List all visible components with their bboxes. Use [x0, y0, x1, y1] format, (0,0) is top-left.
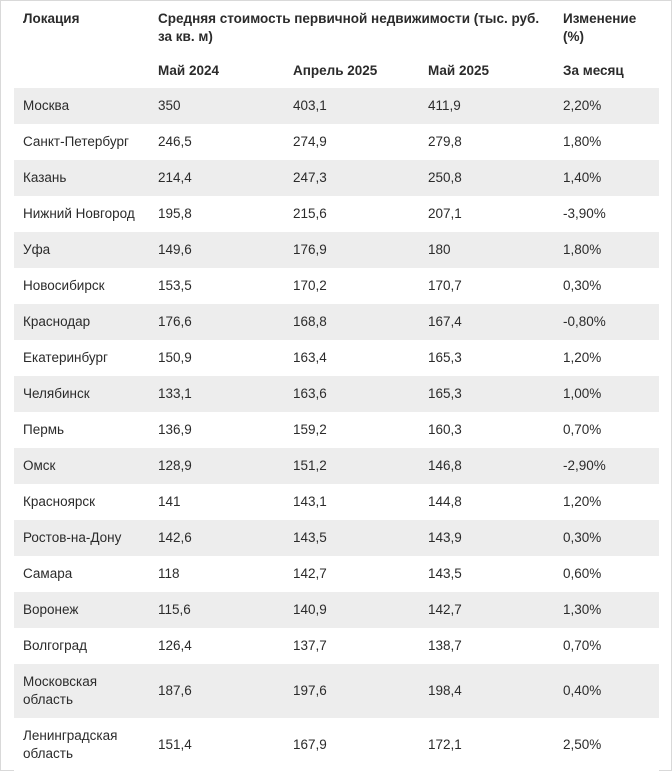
cell-may-2024: 195,8: [158, 206, 192, 221]
cell-city: Волгоград: [23, 638, 88, 653]
table-row: [14, 304, 659, 340]
cell-may-2025: 146,8: [428, 458, 462, 473]
cell-change: 1,30%: [563, 602, 602, 617]
table-row: [14, 484, 659, 520]
cell-city: Челябинск: [23, 386, 90, 401]
cell-change: 0,30%: [563, 530, 602, 545]
cell-apr-2025: 143,1: [293, 494, 327, 509]
header-row-1: [14, 6, 659, 54]
table-row: [14, 448, 659, 484]
table-row: [14, 88, 659, 124]
cell-may-2025: 180: [428, 242, 451, 257]
cell-city: Санкт-Петербург: [23, 134, 129, 149]
cell-may-2025: 170,7: [428, 278, 462, 293]
cell-may-2025: 165,3: [428, 350, 462, 365]
cell-city: Омск: [23, 458, 56, 473]
header-price-group: Средняя стоимость первичной недвижимости (тыс. руб. за кв. м): [158, 11, 540, 44]
header-change-group: Изменение (%): [563, 11, 637, 44]
cell-may-2024: 142,6: [158, 530, 192, 545]
cell-may-2024: 214,4: [158, 170, 192, 185]
header-location: Локация: [23, 11, 80, 26]
cell-apr-2025: 176,9: [293, 242, 327, 257]
table-row: [14, 196, 659, 232]
cell-may-2025: 167,4: [428, 314, 462, 329]
cell-may-2024: 128,9: [158, 458, 192, 473]
table-row: [14, 628, 659, 664]
cell-city: Новосибирск: [23, 278, 105, 293]
cell-apr-2025: 140,9: [293, 602, 327, 617]
cell-change: 2,20%: [563, 98, 602, 113]
cell-apr-2025: 163,6: [293, 386, 327, 401]
cell-apr-2025: 142,7: [293, 566, 327, 581]
cell-city: Московская область: [23, 674, 98, 707]
cell-city: Краснодар: [23, 314, 91, 329]
cell-change: -2,90%: [563, 458, 606, 473]
table-row: [14, 340, 659, 376]
cell-may-2025: 144,8: [428, 494, 462, 509]
cell-apr-2025: 215,6: [293, 206, 327, 221]
table-row: [14, 232, 659, 268]
cell-may-2024: 350: [158, 98, 181, 113]
table-row: [14, 556, 659, 592]
header-may-2024: Май 2024: [158, 63, 220, 78]
cell-city: Красноярск: [23, 494, 96, 509]
cell-may-2025: 138,7: [428, 638, 462, 653]
cell-apr-2025: 167,9: [293, 737, 327, 752]
cell-may-2024: 133,1: [158, 386, 192, 401]
table-header: [14, 6, 659, 88]
cell-city: Нижний Новгород: [23, 206, 135, 221]
cell-may-2025: 207,1: [428, 206, 462, 221]
cell-may-2024: 126,4: [158, 638, 192, 653]
cell-city: Ленинградская область: [23, 728, 118, 761]
cell-may-2025: 142,7: [428, 602, 462, 617]
table-row: [14, 160, 659, 196]
cell-city: Самара: [23, 566, 73, 581]
cell-apr-2025: 247,3: [293, 170, 327, 185]
cell-change: 1,20%: [563, 350, 602, 365]
cell-change: 1,40%: [563, 170, 602, 185]
table-row: [14, 664, 659, 718]
cell-may-2024: 153,5: [158, 278, 192, 293]
price-table: [14, 6, 659, 772]
cell-apr-2025: 143,5: [293, 530, 327, 545]
cell-may-2024: 187,6: [158, 683, 192, 698]
cell-may-2024: 136,9: [158, 422, 192, 437]
header-apr-2025: Апрель 2025: [293, 63, 378, 78]
cell-may-2025: 165,3: [428, 386, 462, 401]
cell-apr-2025: 163,4: [293, 350, 327, 365]
cell-apr-2025: 197,6: [293, 683, 327, 698]
cell-may-2024: 141: [158, 494, 181, 509]
cell-apr-2025: 137,7: [293, 638, 327, 653]
cell-change: 0,40%: [563, 683, 602, 698]
cell-change: 1,80%: [563, 242, 602, 257]
cell-apr-2025: 170,2: [293, 278, 327, 293]
cell-may-2025: 143,5: [428, 566, 462, 581]
cell-change: 0,70%: [563, 638, 602, 653]
cell-may-2024: 176,6: [158, 314, 192, 329]
header-may-2025: Май 2025: [428, 63, 490, 78]
cell-city: Уфа: [23, 242, 51, 257]
cell-apr-2025: 151,2: [293, 458, 327, 473]
cell-city: Ростов-на-Дону: [23, 530, 122, 545]
table-row: [14, 718, 659, 772]
table-body: [14, 88, 659, 772]
cell-city: Воронеж: [23, 602, 79, 617]
cell-city: Казань: [23, 170, 67, 185]
cell-city: Екатеринбург: [23, 350, 108, 365]
cell-city: Пермь: [23, 422, 65, 437]
cell-city: Москва: [23, 98, 70, 113]
cell-may-2025: 160,3: [428, 422, 462, 437]
cell-change: 1,00%: [563, 386, 602, 401]
cell-change: 0,70%: [563, 422, 602, 437]
cell-may-2024: 149,6: [158, 242, 192, 257]
cell-may-2024: 115,6: [158, 602, 191, 617]
cell-change: 0,60%: [563, 566, 602, 581]
cell-apr-2025: 159,2: [293, 422, 327, 437]
cell-may-2024: 118: [158, 566, 180, 581]
header-empty: [14, 54, 149, 88]
cell-apr-2025: 168,8: [293, 314, 327, 329]
cell-may-2025: 411,9: [428, 98, 461, 113]
cell-may-2025: 198,4: [428, 683, 462, 698]
cell-may-2025: 172,1: [428, 737, 462, 752]
table-row: [14, 376, 659, 412]
cell-change: 1,20%: [563, 494, 602, 509]
header-row-2: [14, 54, 659, 88]
cell-may-2025: 143,9: [428, 530, 462, 545]
cell-may-2024: 150,9: [158, 350, 192, 365]
cell-change: 0,30%: [563, 278, 602, 293]
cell-may-2025: 279,8: [428, 134, 462, 149]
cell-change: -3,90%: [563, 206, 606, 221]
table-row: [14, 520, 659, 556]
table-row: [14, 268, 659, 304]
cell-apr-2025: 403,1: [293, 98, 327, 113]
cell-change: 2,50%: [563, 737, 602, 752]
cell-may-2024: 151,4: [158, 737, 192, 752]
cell-apr-2025: 274,9: [293, 134, 327, 149]
table-row: [14, 412, 659, 448]
table-row: [14, 124, 659, 160]
cell-change: 1,80%: [563, 134, 602, 149]
cell-may-2024: 246,5: [158, 134, 192, 149]
table-row: [14, 592, 659, 628]
header-month: За месяц: [563, 63, 624, 78]
cell-change: -0,80%: [563, 314, 606, 329]
cell-may-2025: 250,8: [428, 170, 462, 185]
